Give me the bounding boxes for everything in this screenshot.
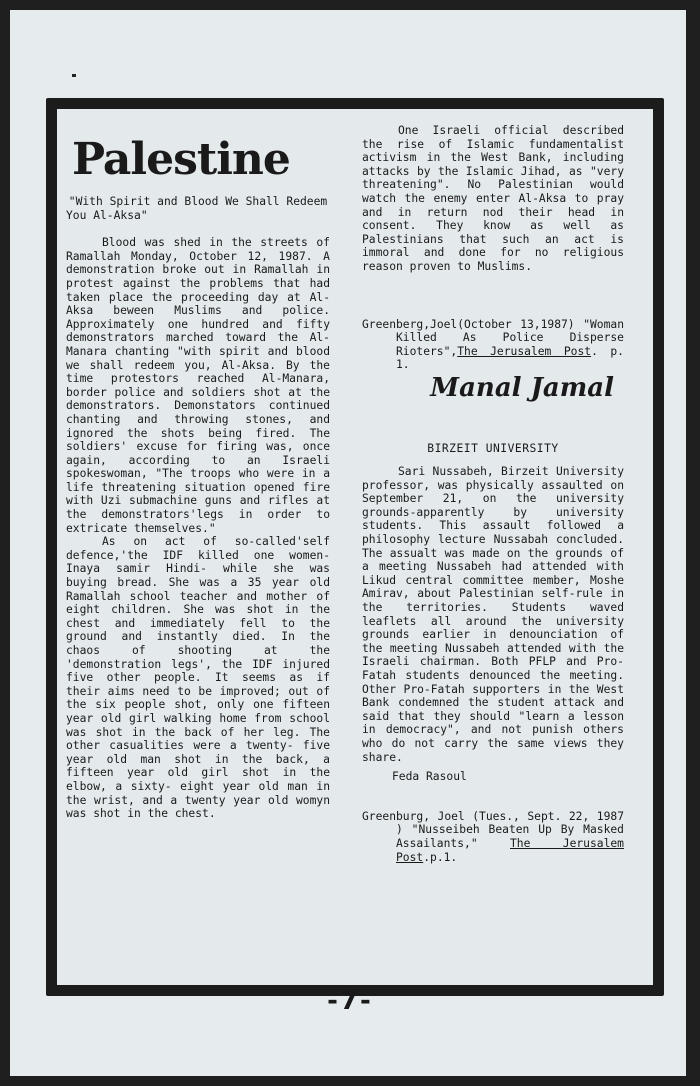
article-paragraph-1: Blood was shed in the streets of Ramallah Monday, October 12, 1987. A demonstration broke out in Ramallah in protest against the problems that had taken place the proceeding day at Al-Aksa beween Muslims and police. Approximately one hundred and fifty demonstrators marched toward the Al-Manara chanting "with spirit and blood we shall redeem you, Al-Aksa. By the time protestors reached Al-Manara, border police and soldiers shot at the demonstrators. Demonstators continued chanting and throwing stones, and ignored the shots being fired. The soldiers' excuse for firing was, once again, according to an Israeli spokeswoman, "The troops who were in a life threatening situation opened fire with Uzi submachine guns and rifles at the demonstrators'legs in order to extricate themselves." <box>66 236 330 535</box>
author-name: Feda Rasoul <box>392 770 467 784</box>
citation-2-suffix: .p.1. <box>423 850 458 864</box>
citation-1-prefix: Greenberg,Joel(October 13,1987) "Woman Killed As Police Disperse Rioters", <box>362 317 624 358</box>
article-subtitle: "With Spirit and Blood We Shall Redeem You Al-Aksa" <box>66 195 328 222</box>
citation-2-source: The Jerusalem Post <box>396 836 624 864</box>
stray-ink-mark <box>72 74 76 77</box>
page-number: -7- <box>327 986 373 1016</box>
citation-1-suffix: . p. 1. <box>396 344 624 372</box>
section-heading: BIRZEIT UNIVERSITY <box>427 441 559 455</box>
citation-1-source: The Jerusalem Post <box>457 344 592 358</box>
author-signature: Manal Jamal <box>430 372 614 403</box>
article-paragraph-3: One Israeli official described the rise of Islamic fundamentalist activism in the West Bank, including attacks by the Islamic Jihad, as "very threatening". No Palestinian would watch the enemy enter Al-Aksa to pray and in return nod their head in consent. They know as well as Palestinians that such an act is immoral and done for no religious reason proven to Muslims. <box>362 124 624 273</box>
page-title: Palestine <box>72 134 290 185</box>
citation-2-prefix: Greenburg, Joel (Tues., Sept. 22, 1987 ) "Nusseibeh Beaten Up By Masked Assailants," <box>362 809 624 850</box>
citation-1 <box>362 318 624 372</box>
left-column <box>66 135 330 821</box>
article-paragraph-2: As on act of so-called'self defence,'the IDF killed one women-Inaya samir Hindi- while she was buying bread. She was a 35 year old Ramallah school teacher and mother of eight children. She was shot in the chest and immediately fell to the ground and instantly died. In the chaos of shooting at the 'demonstration legs', the IDF injured five other people. It seems as if their aims need to be improved; out of the six people shot, only one fifteen year old girl walking home from school was shot in the back of her leg. The other casualities were a twenty- five year old man shot in the back, a fifteen year old girl shot in the elbow, a sixty- eight year old man in the wrist, and a twenty year old womyn was shot in the chest. <box>66 535 330 821</box>
right-column <box>362 124 624 864</box>
article-paragraph-4: Sari Nussabeh, Birzeit University professor, was physically assaulted on September 21, on the university grounds-apparently by university students. This assault followed a philosophy lecture Nussabah concluded. The assualt was made on the grounds of a meeting Nussabeh had attended with Likud central committee member, Moshe Amirav, about Palestinian self-rule in the territories. Students waved leaflets all around the university grounds earlier in denounciation of the meeting Nussabeh attended with the Israeli chairman. Both PFLP and Pro-Fatah students denounced the meeting. Other Pro-Fatah supporters in the West Bank condemned the student attack and said that they should "learn a lesson in democracy", and not punish others who do not carry the same views they share. <box>362 465 624 764</box>
citation-2 <box>362 810 624 864</box>
